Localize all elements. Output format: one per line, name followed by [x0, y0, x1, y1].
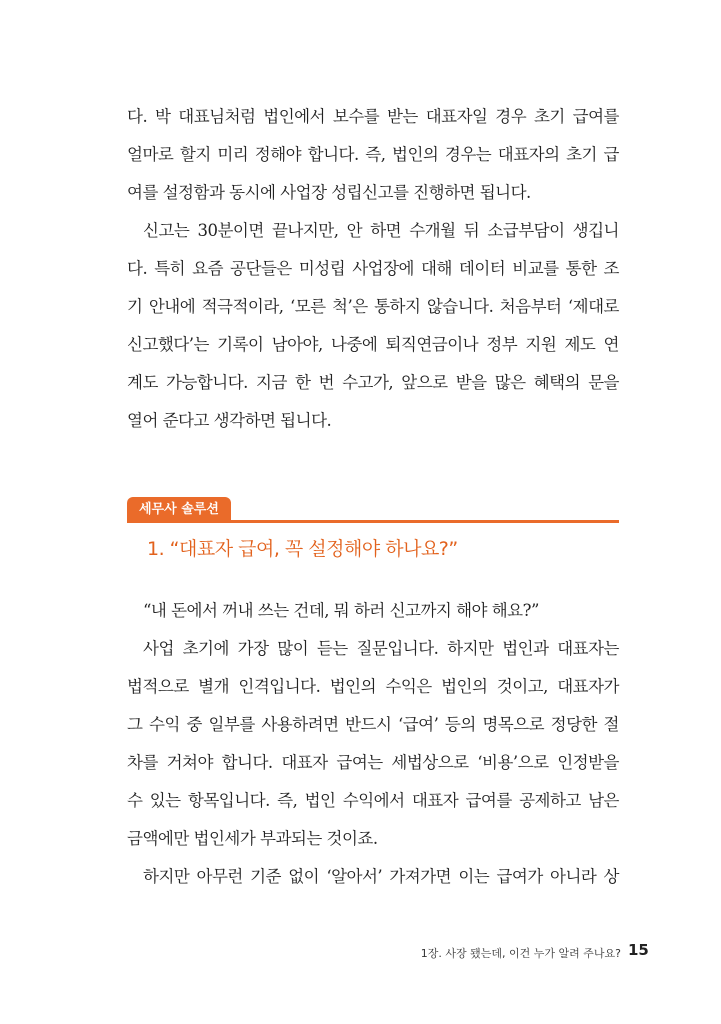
intro-paragraph [127, 98, 619, 212]
text-line: 수 있는 항목입니다. 즉, 법인 수익에서 대표자 급여를 공제하고 남은 [127, 791, 619, 810]
text-line: 신고했다’는 기록이 남아야, 나중에 퇴직연금이나 정부 지원 제도 연 [127, 335, 619, 354]
running-footer: 1장. 사장 됐는데, 이건 누가 알려 주나요? [420, 947, 621, 960]
text-line: 여를 설정함과 동시에 사업장 성립신고를 진행하면 됩니다. [127, 183, 531, 202]
text-line: 하지만 아무런 기준 없이 ‘알아서’ 가져가면 이는 급여가 아니라 상 [143, 867, 619, 886]
text-line: 얼마로 할지 미리 정해야 합니다. 즉, 법인의 경우는 대표자의 초기 급 [127, 145, 619, 164]
quote-line: “내 돈에서 꺼내 쓰는 건데, 뭐 하러 신고까지 해야 해요?” [143, 601, 539, 620]
text-line: 계도 가능합니다. 지금 한 번 수고가, 앞으로 받을 많은 혜택의 문을 [127, 373, 619, 392]
text-line: 차를 거쳐야 합니다. 대표자 급여는 세법상으로 ‘비용’으로 인정받을 [127, 753, 619, 772]
section-body [127, 592, 619, 896]
section-title: 1. “대표자 급여, 꼭 설정해야 하나요?” [147, 538, 458, 560]
text-line: 열어 준다고 생각하면 됩니다. [127, 411, 332, 430]
text-line: 다. 특히 요즘 공단들은 미성립 사업장에 대해 데이터 비교를 통한 조 [127, 259, 619, 278]
text-line: 신고는 30분이면 끝나지만, 안 하면 수개월 뒤 소급부담이 생깁니 [143, 221, 619, 240]
text-line: 사업 초기에 가장 많이 듣는 질문입니다. 하지만 법인과 대표자는 [143, 639, 619, 658]
text-line: 기 안내에 적극적이라, ‘모른 척’은 통하지 않습니다. 처음부터 ‘제대로 [127, 297, 619, 316]
reporting-paragraph [127, 212, 619, 440]
text-line: 그 수익 중 일부를 사용하려면 반드시 ‘급여’ 등의 명목으로 정당한 절 [127, 715, 619, 734]
text-line: 다. 박 대표님처럼 법인에서 보수를 받는 대표자일 경우 초기 급여를 [127, 107, 619, 126]
text-line: 법적으로 별개 인격입니다. 법인의 수익은 법인의 것이고, 대표자가 [127, 677, 619, 696]
section-header [127, 497, 619, 523]
section-badge: 세무사 솔루션 [127, 497, 231, 522]
page-number: 15 [628, 941, 649, 959]
text-line: 금액에만 법인세가 부과되는 것이죠. [127, 829, 378, 848]
